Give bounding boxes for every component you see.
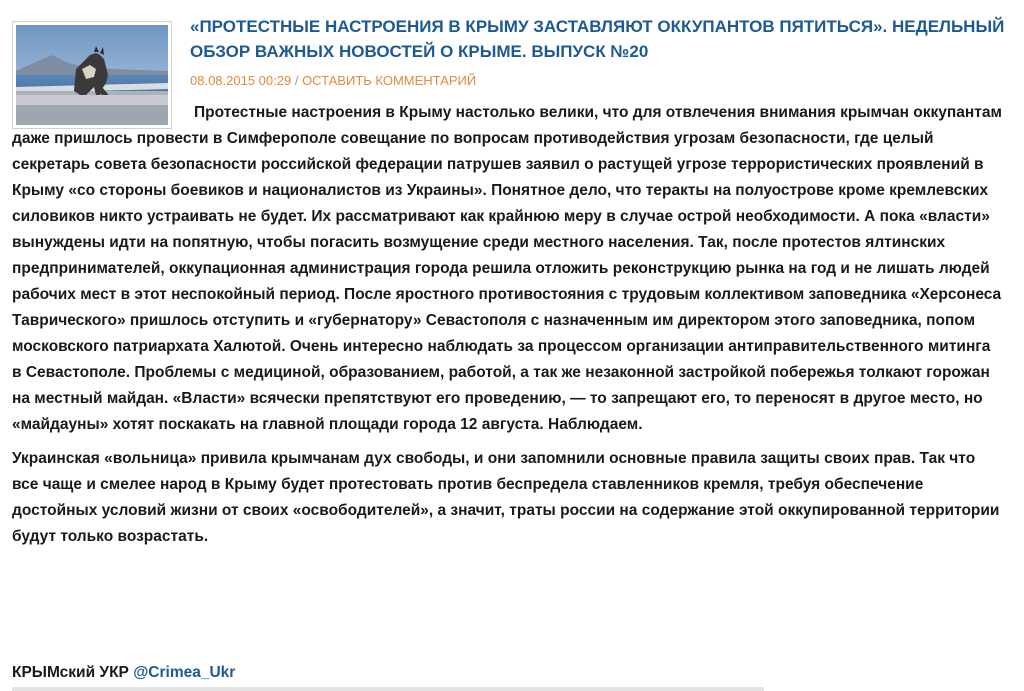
- leave-comment-link[interactable]: ОСТАВИТЬ КОММЕНТАРИЙ: [302, 73, 477, 88]
- article-paragraph-1: Протестные настроения в Крыму настолько велики, что для отвлечения внимания крымчан оккупантам даже пришлось провести в Симферополе совещание по вопросам противодействия угрозам безопасности, где целый секретарь совета безопасности российской федерации патрушев заявил о растущей угрозе террористических проявлений в Крыму «со стороны боевиков и националистов из Украины». Понятное дело, что теракты на полуострове кроме кремлевских силовиков никто устраивать не будет. Их рассматривают как крайнюю меру в случае острой необходимости. А пока «власти» вынуждены идти на попятную, чтобы погасить возмущение среди местного населения. Так, после протестов ялтинских предпринимателей, оккупационная администрация города решила отложить реконструкцию рынка на год и не лишать людей рабочих мест в этот неспокойный период. После яростного противостояния с трудовым коллективом заповедника «Херсонеса Таврического» пришлось отступить и «губернатору» Севастополя с назначенным им директором этого заповедника, попом московского патриархата Халютой. Очень интересно наблюдать за процессом организации антиправительственного митинга в Севастополе. Проблемы с медициной, образованием, работой, а так же незаконной застройкой побережья толкают горожан на местный майдан. «Власти» всячески препятствуют его проведению, — то запрещают его, то переносят в другое место, но «майдауны» хотят поскакать на главной площади города 12 августа. Наблюдаем.: [12, 104, 1002, 433]
- post-title[interactable]: «ПРОТЕСТНЫЕ НАСТРОЕНИЯ В КРЫМУ ЗАСТАВЛЯЮТ ОККУПАНТОВ ПЯТИТЬСЯ». НЕДЕЛЬНЫЙ ОБЗОР ВАЖНЫХ НОВОСТЕЙ О КРЫМЕ. ВЫПУСК №20: [190, 17, 1005, 61]
- author-signature: [12, 664, 235, 682]
- footer-divider: [12, 687, 764, 691]
- article-paragraph-2: Украинская «вольница» привила крымчанам дух свободы, и они запомнили основные правила защиты своих прав. Так что все чаще и смелее народ в Крыму будет протестовать против беспредела ставленников кремля, требуя обеспечение достойных условий жизни от своих «освободителей», а значит, траты россии на содержание этой оккупированной территории будут только возрастать.: [12, 450, 1000, 545]
- post-date: 08.08.2015 00:29: [190, 73, 292, 88]
- article-body: [12, 100, 1002, 550]
- author-handle-link[interactable]: @Crimea_Ukr: [133, 664, 236, 681]
- post-meta: [190, 73, 476, 88]
- meta-separator: /: [291, 73, 303, 88]
- author-name: КРЫМский УКР: [12, 664, 129, 681]
